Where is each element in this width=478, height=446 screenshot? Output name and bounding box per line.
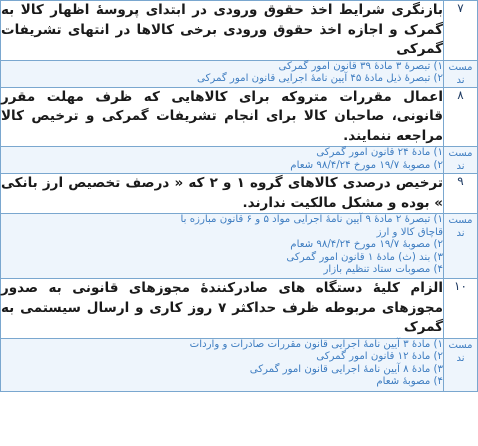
row-number: ۹ xyxy=(444,174,478,214)
reference-item: قاچاق کالا و ارز xyxy=(376,226,443,238)
reference-label: مست ند xyxy=(444,60,478,87)
row-number: ۷ xyxy=(444,1,478,61)
reference-item: ۱) تبصرهٔ ۳ مادهٔ ۳۹ قانون امور گمرکی xyxy=(278,60,443,72)
table-row xyxy=(1,87,478,147)
row-description: الزام کلیهٔ دستگاه های صادرکنندهٔ مجوزهای قانونی به صدور مجوزهای مربوطه ظرف حداکثر ۷ روز کاری و ارسال سیستمی به گمرک xyxy=(1,279,444,339)
reference-list xyxy=(1,214,444,279)
row-description: ترخیص درصدی کالاهای گروه ۱ و ۲ که « درصف تخصیص ارز بانکی » بوده و مشکل مالکیت ندارند. xyxy=(1,174,444,214)
reference-label: مست ند xyxy=(444,147,478,174)
reference-item: ۳) مادهٔ ۸ آیین نامهٔ اجرایی قانون امور گمرکی xyxy=(249,363,443,375)
table-row xyxy=(1,214,478,279)
row-description: اعمال مقررات متروکه برای کالاهایی که ظرف مهلت مقرر قانونی، صاحبان کالا برای انجام تشریفات گمرکی و ترخیص کالا مراجعه ننمایند. xyxy=(1,87,444,147)
reference-item: ۱) مادهٔ ۳ آیین نامهٔ اجرایی قانون مقررات صادرات و واردات xyxy=(189,338,443,350)
reference-item: ۱) تبصرهٔ ۲ مادهٔ ۹ آیین نامهٔ اجرایی مواد ۵ و ۶ قانون مبارزه با xyxy=(180,214,443,225)
reference-list xyxy=(1,147,444,174)
reference-label: مست ند xyxy=(444,338,478,391)
table-row xyxy=(1,1,478,61)
reference-item: ۲) مادهٔ ۱۲ قانون امور گمرکی xyxy=(316,351,443,362)
reference-label: مست ند xyxy=(444,214,478,279)
reference-item: ۴) مصوبات ستاد تنظیم بازار xyxy=(323,264,443,275)
table-row xyxy=(1,338,478,391)
table-row xyxy=(1,174,478,214)
reference-item: ۱) مادهٔ ۲۴ قانون امور گمرکی xyxy=(316,147,443,158)
reference-item: ۲) تبصرهٔ ذیل مادهٔ ۴۵ آیین نامهٔ اجرایی قانون امور گمرکی xyxy=(196,73,443,84)
reference-item: ۴) مصوبهٔ شعام xyxy=(376,376,443,387)
reference-list xyxy=(1,60,444,87)
reference-item: ۲) مصوبهٔ ۱۹/۷ مورخ ۹۸/۴/۲۴ شعام xyxy=(290,159,443,171)
table-row xyxy=(1,147,478,174)
table-row xyxy=(1,60,478,87)
reference-list xyxy=(1,338,444,391)
row-number: ۸ xyxy=(444,87,478,147)
row-number: ۱۰ xyxy=(444,279,478,339)
row-description: بازنگری شرایط اخذ حقوق ورودی در ابتدای پروسهٔ اظهار کالا به گمرک و اجازه اخذ حقوق ورودی برخی کالاها در انتهای تشریفات گمرکی xyxy=(1,1,444,61)
table-row xyxy=(1,279,478,339)
reference-item: ۲) مصوبهٔ ۱۹/۷ مورخ ۹۸/۴/۲۴ شعام xyxy=(290,239,443,250)
reference-item: ۳) بند (ث) مادهٔ ۱ قانون امور گمرکی xyxy=(286,251,443,263)
